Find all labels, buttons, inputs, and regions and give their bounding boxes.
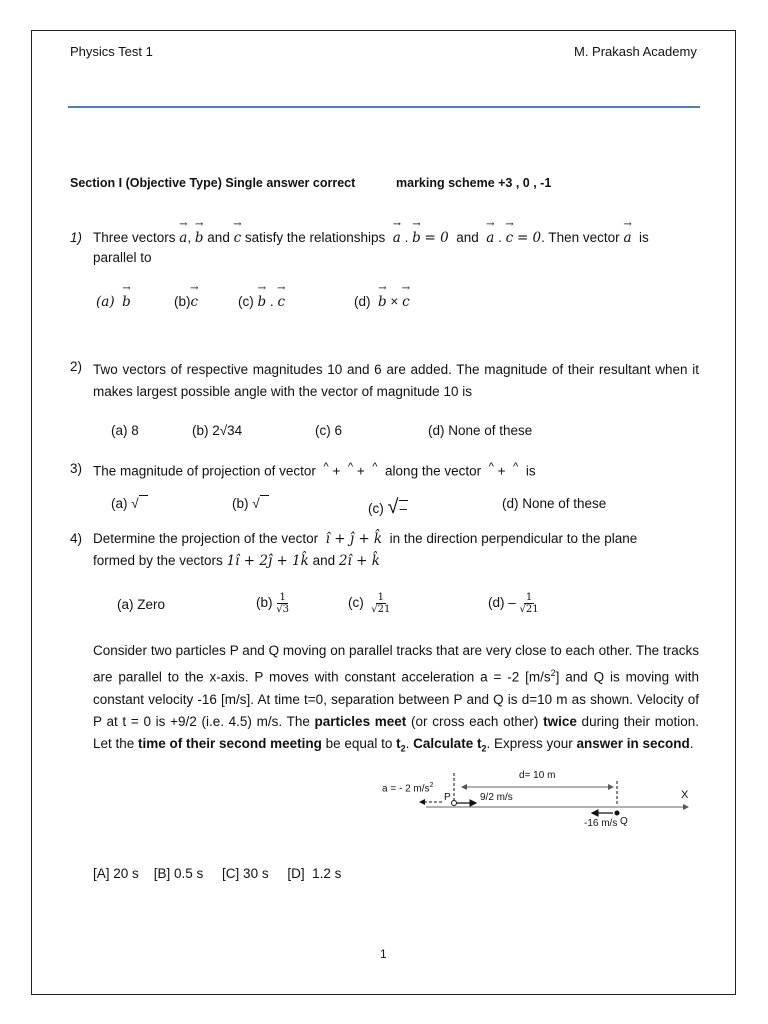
q2-option-d: (d) None of these [428, 423, 533, 438]
particle-q [615, 811, 620, 816]
q1-option-c: (c) → b . → c [238, 294, 285, 310]
q3-option-d: (d) None of these [502, 496, 607, 511]
velocity-q-label: -16 m/s [584, 818, 618, 829]
accel-label: a = - 2 $m/s^2$ [382, 782, 434, 795]
p-label: P [444, 792, 451, 803]
q1-line2: parallel to [93, 250, 152, 265]
q4-line2: formed by the vectors 1î + 2ĵ + 1k̂ and 2î + k̂ [93, 553, 380, 569]
distance-label: d= 10 m [519, 770, 556, 781]
q4-option-d: (d) – $\frac{1}{√21}$ [488, 592, 539, 615]
section-title: Section I (Objective Type) Single answer correct [70, 176, 356, 190]
q2-option-b: (b) 2√34 [192, 423, 243, 438]
q-label: Q [620, 816, 628, 827]
q1-option-b: (b)→ c [174, 294, 198, 310]
q5-options: [A] 20 s [B] 0.5 s [C] 30 s [D] 1.2 s [93, 866, 342, 881]
q1-option-d: (d) → b × → c [354, 294, 410, 310]
q1-line1: Three vectors → a, → b and → c satisfy the relationships → a . → b = 0 and → a . → c = 0. Then vector → a is [93, 230, 649, 246]
q3-option-c: (c) √– [368, 496, 408, 518]
q3-number: 3) [70, 461, 83, 476]
q2-option-c: (c) 6 [315, 423, 342, 438]
q2-option-a: (a) 8 [111, 423, 139, 438]
q4-option-a: (a) Zero [117, 597, 166, 612]
page-number: 1 [380, 947, 387, 961]
marking-scheme: marking scheme +3 , 0 , -1 [396, 176, 552, 190]
x-axis-label: X [681, 789, 689, 801]
q5-paragraph: Consider two particles P and Q moving on parallel tracks that are very close to each other. The tracks are parallel to the x-axis. P moves with constant acceleration a = -2 $[m/s^2]$ and Q is moving with constant velocity -16 [m/s]. At time t=0, separation between P and Q is d=10 m as shown. Velocity of P at t = 0 is +9/2 (i.e. 4.5) m/s. The particles meet (or cross each other) twice during their motion. Let the time of their second meeting be equal to $t_2$. Calculate $t_2$. Express your answer in second. [93, 643, 700, 754]
q2-text: Two vectors of respective magnitudes 10 and 6 are added. The magnitude of their resultant when it makes largest possible angle with the vector of magnitude 10 is [93, 362, 699, 399]
q4-number: 4) [70, 531, 83, 546]
q3-text: The magnitude of projection of vector ^ + ^ + ^ along the vector ^ + ^ is [93, 461, 536, 479]
q1-number: 1) [70, 230, 83, 245]
q4-option-c: (c) $\frac{1}{√21}$ [348, 592, 391, 615]
q2-number: 2) [70, 359, 83, 374]
q3-option-a: (a) √ [111, 496, 148, 511]
q3-option-b: (b) √ [232, 496, 269, 511]
header-academy: M. Prakash Academy [574, 44, 697, 59]
q1-option-a: (a) → b [96, 294, 131, 310]
particle-p [452, 801, 457, 806]
q4-line1: Determine the projection of the vector î + ĵ + k̂ in the direction perpendicular to the plane [93, 531, 638, 547]
header-rule [68, 106, 700, 108]
header-title: Physics Test 1 [70, 44, 153, 59]
velocity-p-label: 9/2 m/s [480, 792, 513, 803]
q4-option-b: (b) $\frac{1}{√3}$ [256, 592, 289, 615]
